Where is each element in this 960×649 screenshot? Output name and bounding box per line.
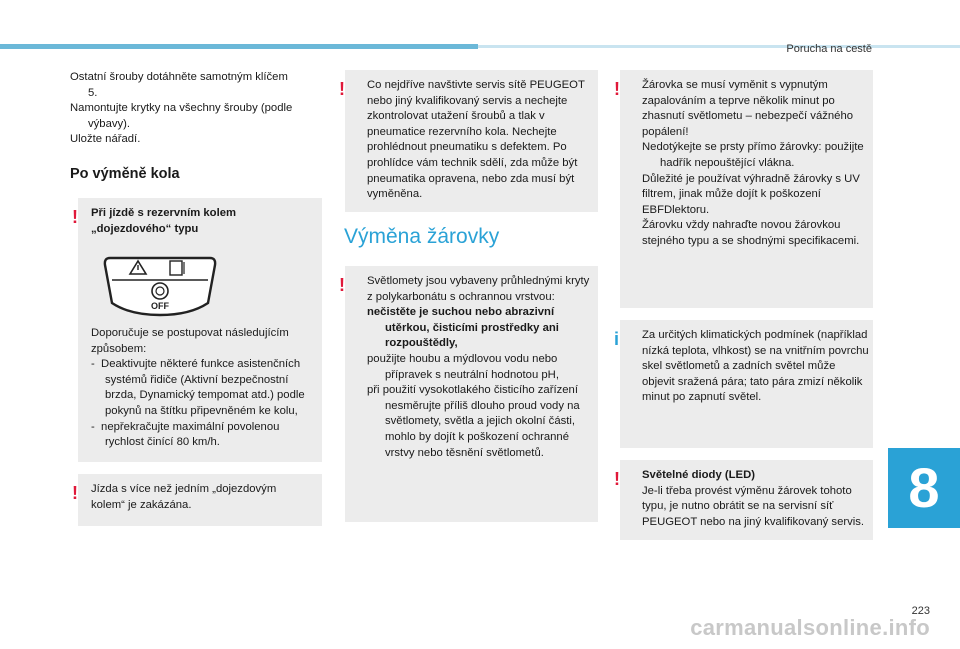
warning-box-multiple-spares <box>72 474 322 526</box>
warning-icon: ! <box>339 275 345 295</box>
section-title-bulb-replacement: Výměna žárovky <box>344 225 500 248</box>
bullet-item: Ostatní šrouby dotáhněte samotným klíčem 5. <box>70 71 288 99</box>
warning-intro: Světlomety jsou vybaveny průhlednými kryty z polykarbonátu s ochrannou vrstvou: <box>367 275 590 303</box>
warning-text: Jízda s více než jedním „dojezdovým kolem“ je zakázána. <box>91 483 277 511</box>
bullet-item: Nedotýkejte se prsty přímo žárovky: použijte hadřík nepouštějící vlákna. <box>642 141 864 169</box>
dashboard-label-illustration <box>100 253 220 319</box>
warning-icon: ! <box>614 469 620 489</box>
warning-icon: ! <box>614 79 620 99</box>
top-accent-bar <box>0 44 478 49</box>
watermark: carmanualsonline.info <box>690 615 930 640</box>
page-number: 223 <box>911 605 930 617</box>
warning-box-led <box>614 460 873 540</box>
warning-intro: Žárovka se musí vyměnit s vypnutým zapalováním a teprve několik minut po zhasnutí světlometu – nebezpečí vážného popálení! <box>642 79 854 138</box>
dash-item: - nepřekračujte maximální povolenou rychlost činící 80 km/h. <box>91 420 280 449</box>
warning-box-bulb-hot <box>614 70 873 308</box>
section-title-after-wheel: Po výměně kola <box>70 166 180 182</box>
info-text: Za určitých klimatických podmínek (například nízká teplota, vlhkost) se na vnitřním povrchu skel světlometů a zadních světel může objevit sražená pára; tato pára zmizí několik minut po zapnutí světel. <box>642 329 869 404</box>
info-box-condensation <box>614 320 873 448</box>
info-icon: i <box>614 329 620 349</box>
warning-box-service-visit <box>339 70 598 212</box>
bullet-item: nečistěte je suchou nebo abrazivní utěrkou, čisticími prostředky ani rozpouštědly, <box>367 306 559 350</box>
warning-paragraph: Důležité je používat výhradně žárovky s UV filtrem, jinak může dojít k poškození EBFDlektoru. <box>642 172 860 216</box>
bullet-item: použijte houbu a mýdlovou vodu nebo přípravek s neutrální hodnotou pH, <box>367 352 559 381</box>
warning-icon: ! <box>72 207 78 227</box>
bullet-item: Uložte nářadí. <box>70 133 141 146</box>
warning-icon: ! <box>339 79 345 99</box>
chapter-title: Porucha na cestě <box>786 43 872 55</box>
warning-box-headlamp-cleaning <box>339 266 598 522</box>
off-label: OFF <box>151 301 169 311</box>
warning-title: Při jízdě s rezervním kolem „dojezdového“ typu <box>91 207 237 235</box>
dash-item: - Deaktivujte některé funkce asistenčních systémů řidiče (Aktivní bezpečnostní brzda, Dynamický tempomat atd.) podle pokynů na štítku připevněném ke kolu, <box>91 358 305 417</box>
warning-icon: ! <box>72 483 78 503</box>
warning-text: Co nejdříve navštivte servis sítě PEUGEOT nebo jiný kvalifikovaný servis a nechejte zkontrolovat utažení šroubů a tlak v pneumatice rezervního kola. Nechejte prohlédnout pneumatiku s defektem. Po prohlídce vám technik sdělí, zda může být pneumatika opravena, nebo zda musí být vyměněna. <box>367 79 585 201</box>
warning-title: Světelné diody (LED) <box>642 469 755 481</box>
warning-intro: Doporučuje se postupovat následujícím způsobem: <box>91 327 289 355</box>
warning-box-spare-wheel <box>72 198 322 462</box>
warning-text: Je-li třeba provést výměnu žárovek tohoto typu, je nutno obrátit se na servisní síť PEUGEOT nebo na jiný kvalifikovaný servis. <box>642 484 865 528</box>
col1-bullets <box>70 70 300 148</box>
bullet-item: při použití vysokotlakého čisticího zařízení nesměrujte příliš dlouho proud vody na světlomety, světla a jejich okolní části, mohlo by dojít k poškození ochranné vrstvy nebo těsnění světlometů. <box>367 384 580 459</box>
chapter-tab: 8 <box>888 448 960 528</box>
top-accent-bar-light <box>478 45 960 48</box>
warning-paragraph: Žárovku vždy nahraďte novou žárovkou stejného typu a se shodnými specifikacemi. <box>642 219 860 247</box>
bullet-item: Namontujte krytky na všechny šrouby (podle výbavy). <box>70 102 293 130</box>
